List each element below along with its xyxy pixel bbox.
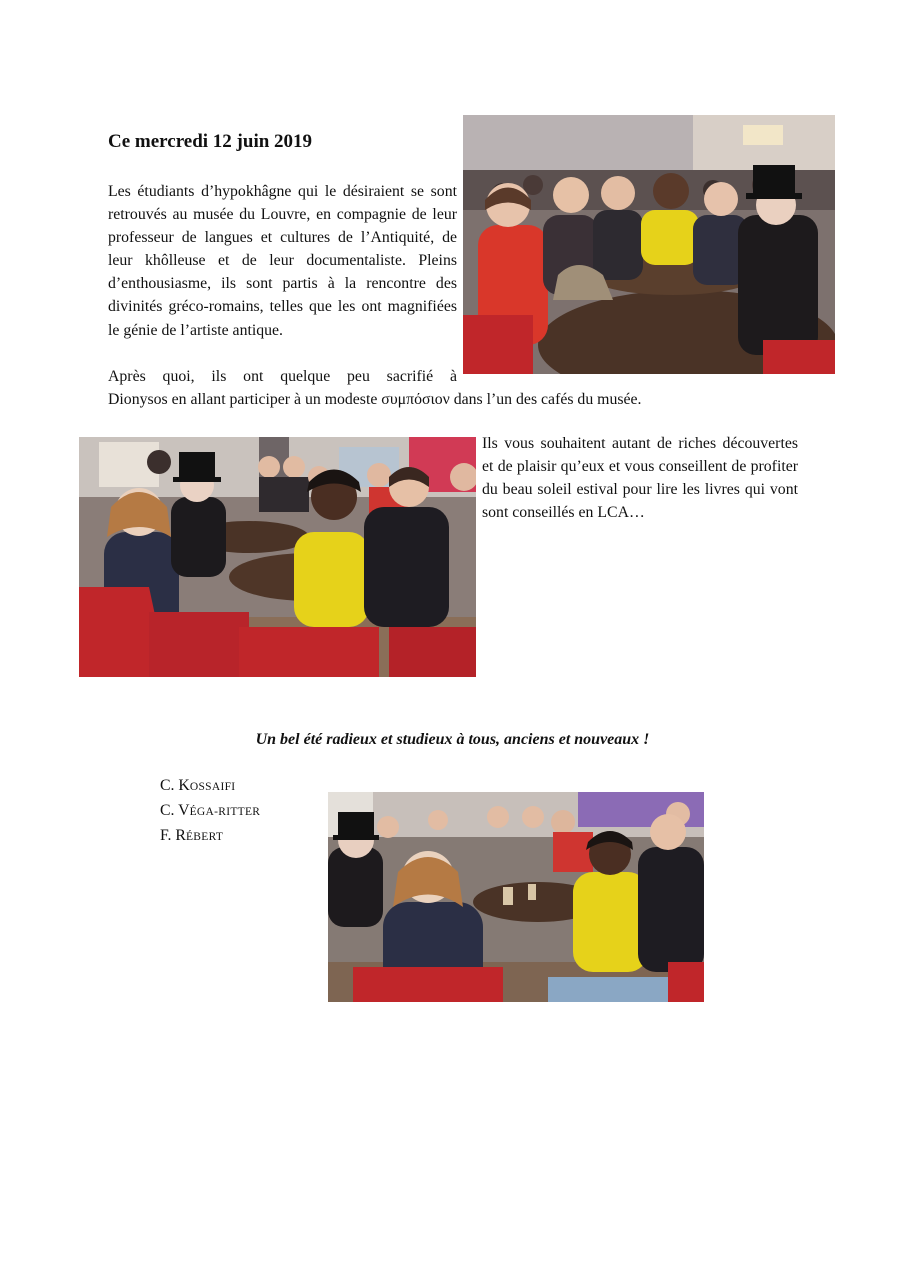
signature-rebert: F. RÉBERT <box>160 827 224 844</box>
signature-vega-ritter: C. VÉGA-RITTER <box>160 802 261 819</box>
signature-kossaifi: C. KOSSAIFI <box>160 777 236 794</box>
photo-group-louvre-cafe-2 <box>79 437 476 677</box>
closing-motto: Un bel été radieux et studieux à tous, anciens et nouveaux ! <box>255 731 650 748</box>
intro-paragraph: Les étudiants d’hypokhâgne qui le désiraient se sont retrouvés au musée du Louvre, en compagnie de leur professeur de langues et cultures de l’Antiquité, de leur khôlleuse et de leur documentaliste. Pleins d’enthousiasme, ils sont partis à la rencontre des divinités gréco-romains, telles que les ont magnifiées le génie de l’artiste antique. <box>108 183 457 339</box>
photo-group-louvre-cafe-1 <box>463 115 835 374</box>
intro-paragraph-continued: Après quoi, ils ont quelque peu sacrifié à <box>108 368 457 385</box>
page-title: Ce mercredi 12 juin 2019 <box>108 131 313 152</box>
signature-block <box>160 774 260 849</box>
photo-group-louvre-cafe-3 <box>328 792 704 1002</box>
intro-paragraph-last-line: Dionysos en allant participer à un modeste συμπόσιον dans l’un des cafés du musée. <box>108 391 642 408</box>
wishes-paragraph: Ils vous souhaitent autant de riches découvertes et de plaisir qu’eux et vous conseillent de profiter du beau soleil estival pour lire les livres qui vont sont conseillés en LCA… <box>482 435 798 522</box>
